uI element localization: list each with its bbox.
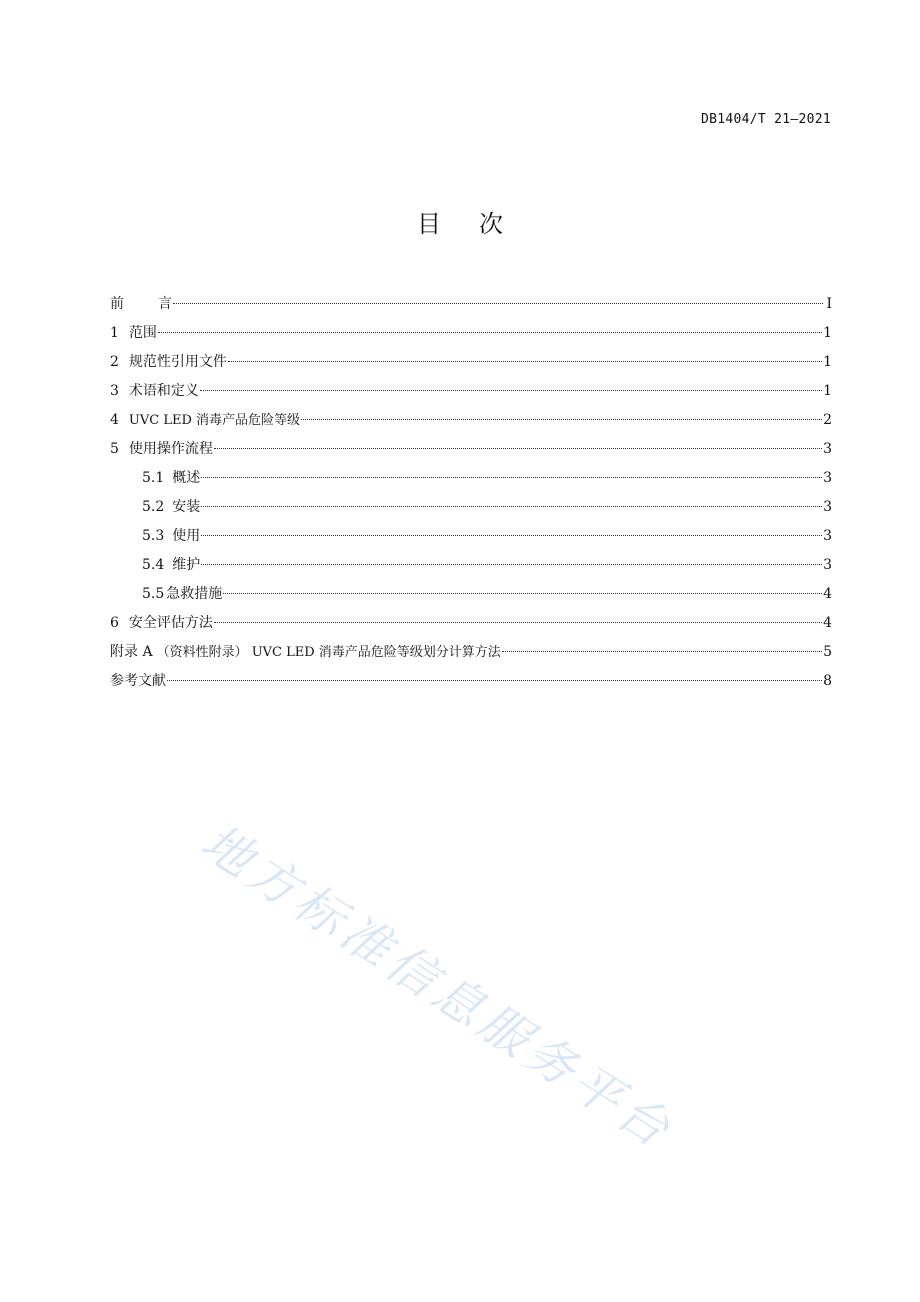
toc-entry-page: 1 <box>823 325 832 341</box>
toc-entry-overview[interactable] <box>110 464 832 493</box>
toc-title-part2: 次 <box>479 210 503 238</box>
toc-entry-installation[interactable] <box>110 493 832 522</box>
toc-entry-maintenance[interactable] <box>110 551 832 580</box>
toc-entry-bibliography[interactable] <box>110 667 832 696</box>
toc-entry-page: 3 <box>823 470 832 486</box>
toc-entry-label: 概述 <box>172 470 201 486</box>
toc-entry-page: 4 <box>823 586 832 602</box>
toc-entry-page: 3 <box>823 557 832 573</box>
toc-entry-number: 5.2 <box>142 499 165 515</box>
toc-entry-number: 6 <box>110 615 119 631</box>
toc-entry-number: 2 <box>110 354 119 370</box>
toc-entry-page: 2 <box>823 412 832 428</box>
toc-entry-normative-references[interactable] <box>110 348 832 377</box>
toc-leader <box>223 593 822 594</box>
table-of-contents <box>110 290 832 696</box>
toc-entry-label: 安装 <box>172 499 201 515</box>
toc-entry-page: I <box>826 296 832 312</box>
toc-leader <box>228 361 822 362</box>
toc-leader <box>201 564 822 565</box>
toc-entry-page: 4 <box>823 615 832 631</box>
toc-entry-hazard-levels[interactable] <box>110 406 832 435</box>
document-code: DB1404/T 21—2021 <box>700 112 831 127</box>
toc-entry-page: 8 <box>823 673 832 689</box>
toc-entry-label: 前言 <box>110 296 206 312</box>
toc-entry-foreword[interactable] <box>110 290 832 319</box>
toc-entry-label: 使用 <box>172 528 201 544</box>
toc-entry-appendix-a[interactable] <box>110 638 832 667</box>
toc-entry-safety-assessment[interactable] <box>110 609 832 638</box>
toc-leader <box>201 506 822 507</box>
toc-entry-label: 规范性引用文件 <box>128 354 227 370</box>
toc-entry-label: 使用操作流程 <box>128 441 213 457</box>
toc-entry-number: 附录 A <box>110 644 153 660</box>
toc-entry-number: 5.3 <box>142 528 165 544</box>
toc-entry-label: 急救措施 <box>166 586 223 602</box>
toc-entry-first-aid[interactable] <box>110 580 832 609</box>
toc-leader <box>201 477 822 478</box>
toc-leader <box>214 448 822 449</box>
toc-entry-number: 5 <box>110 441 119 457</box>
toc-entry-page: 1 <box>823 383 832 399</box>
toc-entry-page: 3 <box>823 499 832 515</box>
toc-title-part1: 目 <box>417 210 441 238</box>
toc-entry-label: 术语和定义 <box>128 383 199 399</box>
toc-title <box>0 204 920 239</box>
toc-entry-page: 3 <box>823 528 832 544</box>
toc-entry-scope[interactable] <box>110 319 832 348</box>
toc-entry-page: 3 <box>823 441 832 457</box>
toc-entry-label: （资料性附录） UVC LED 消毒产品危险等级划分计算方法 <box>156 645 501 660</box>
toc-leader <box>167 680 822 681</box>
toc-entry-terms-definitions[interactable] <box>110 377 832 406</box>
toc-leader <box>158 332 822 333</box>
toc-leader <box>502 651 822 652</box>
toc-leader <box>214 622 822 623</box>
toc-leader <box>201 535 822 536</box>
toc-entry-number: 3 <box>110 383 119 399</box>
toc-entry-usage[interactable] <box>110 522 832 551</box>
toc-leader <box>301 419 822 420</box>
toc-entry-page: 1 <box>823 354 832 370</box>
toc-entry-label: 参考文献 <box>110 673 166 689</box>
toc-entry-label: 维护 <box>172 557 201 573</box>
watermark: 地方标准信息服务平台 <box>191 813 684 1161</box>
toc-entry-number: 1 <box>110 325 119 341</box>
toc-entry-page: 5 <box>823 644 832 660</box>
toc-entry-number: 5.5 <box>142 586 165 602</box>
toc-entry-operation-process[interactable] <box>110 435 832 464</box>
toc-entry-number: 5.1 <box>142 470 165 486</box>
toc-leader <box>200 390 822 391</box>
toc-leader <box>173 303 823 304</box>
toc-entry-label: UVC LED 消毒产品危险等级 <box>128 413 301 428</box>
toc-entry-label: 安全评估方法 <box>128 615 213 631</box>
toc-entry-number: 5.4 <box>142 557 165 573</box>
toc-entry-number: 4 <box>110 412 119 428</box>
toc-entry-label: 范围 <box>128 325 157 341</box>
